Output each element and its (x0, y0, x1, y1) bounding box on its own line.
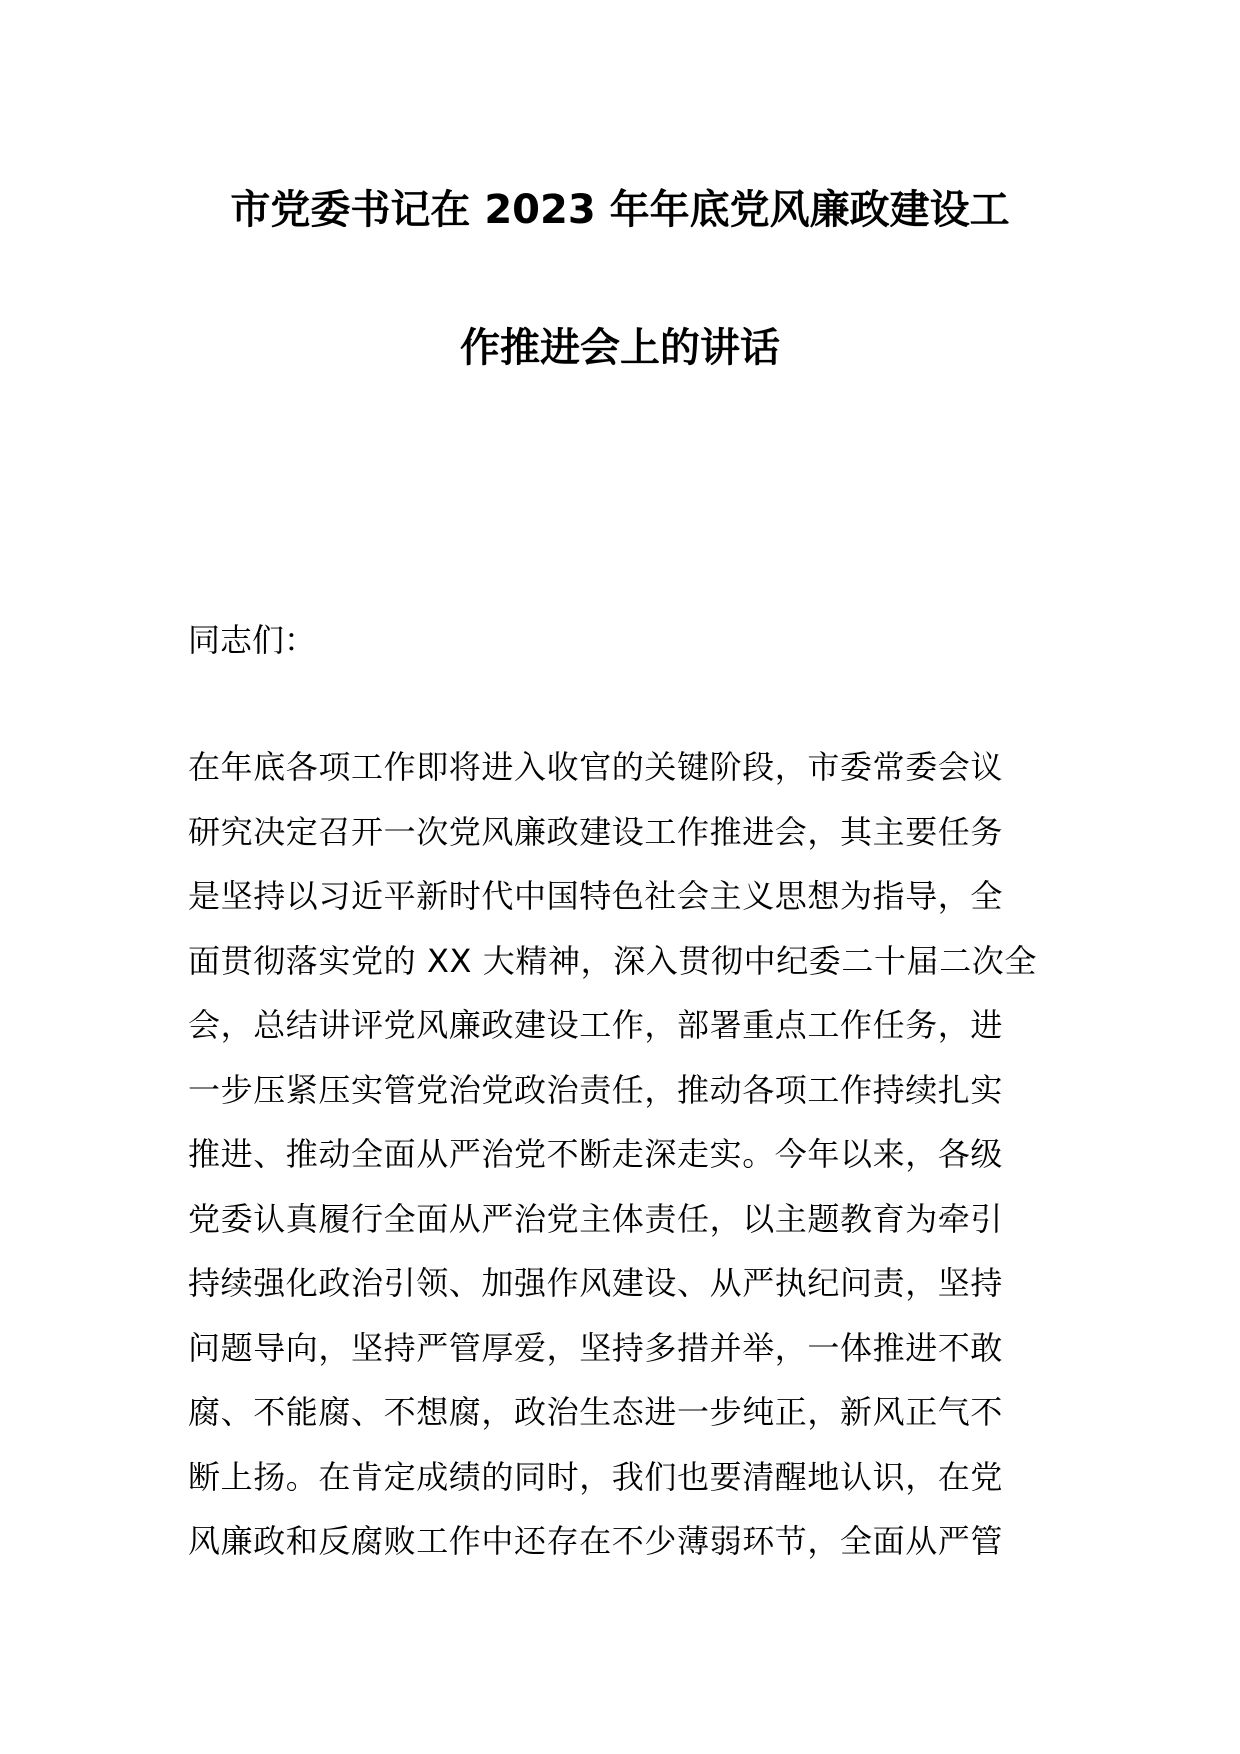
body-line: 研究决定召开一次党风廉政建设工作推进会，其主要任务 (188, 812, 1004, 851)
salutation: 同志们： (188, 621, 317, 659)
body-line: 在年底各项工作即将进入收官的关键阶段，市委常委会议 (188, 748, 1004, 786)
body-line: 问题导向，坚持严管厚爱，坚持多措并举，一体推进不敢 (188, 1328, 1004, 1367)
body-line: 会，总结讲评党风廉政建设工作，部署重点工作任务，进 (188, 1006, 1004, 1044)
body-line: 一步压紧压实管党治党政治责任，推动各项工作持续扎实 (188, 1070, 1004, 1109)
body-paragraph (188, 742, 1068, 1581)
body-line: 是坚持以习近平新时代中国特色社会主义思想为指导，全 (188, 877, 1004, 915)
body-line: 推进、推动全面从严治党不断走深走实。今年以来，各级 (188, 1135, 1004, 1173)
body-line: 断上扬。在肯定成绩的同时，我们也要清醒地认识，在党 (188, 1457, 1004, 1496)
document-title-line-1: 市党委书记在 2023 年年底党风廉政建设工 (230, 187, 1010, 233)
body-line: 持续强化政治引领、加强作风建设、从严执纪问责，坚持 (188, 1264, 1004, 1302)
body-line: 党委认真履行全面从严治党主体责任，以主题教育为牵引 (188, 1199, 1004, 1238)
body-line: 面贯彻落实党的 XX 大精神，深入贯彻中纪委二十届二次全 (188, 941, 1037, 980)
document-title-line-2: 作推进会上的讲话 (460, 325, 780, 371)
body-line: 风廉政和反腐败工作中还存在不少薄弱环节，全面从严管 (188, 1522, 1004, 1560)
body-line: 腐、不能腐、不想腐，政治生态进一步纯正，新风正气不 (188, 1393, 1004, 1431)
